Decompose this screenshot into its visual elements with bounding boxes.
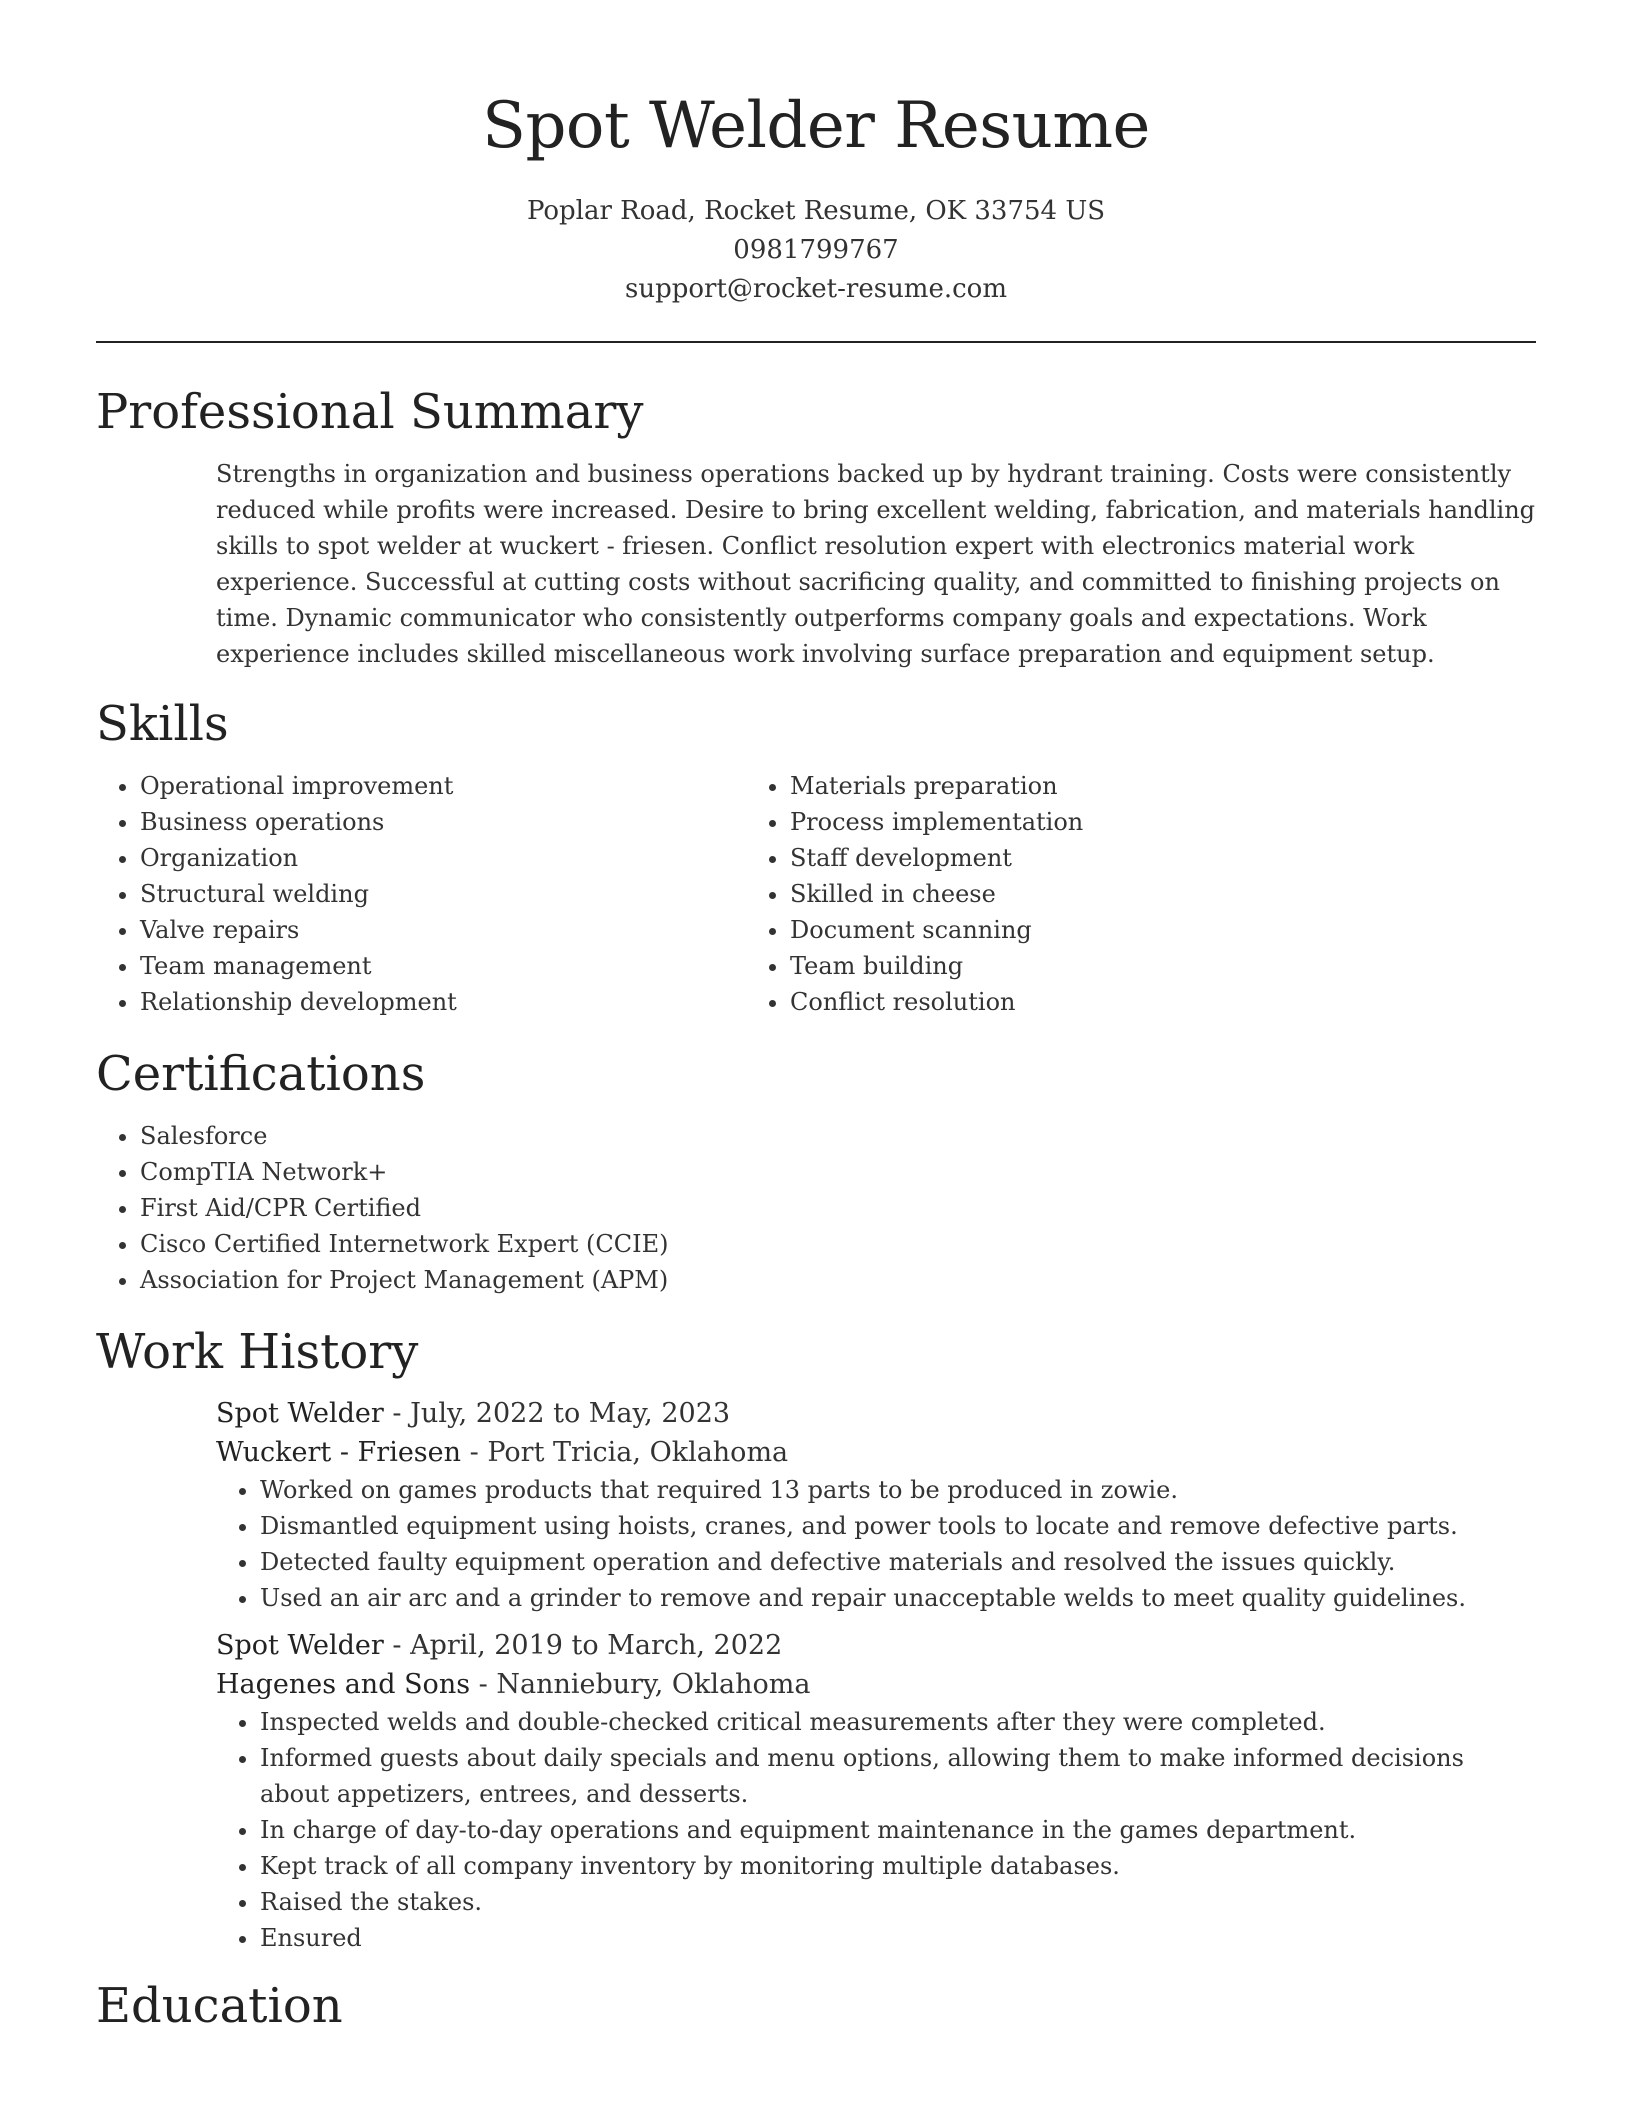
skills-column-right [746,768,1396,1020]
skill-item: • Team building [790,948,1396,984]
job-duty-item: • Detected faulty equipment operation and defective materials and resolved the issues quickly. [260,1544,1536,1580]
skill-item: • Document scanning [790,912,1396,948]
job-duty-item: • Dismantled equipment using hoists, cranes, and power tools to locate and remove defective parts. [260,1508,1536,1544]
summary-body [216,456,1536,672]
job-company-line [216,1433,1536,1472]
work-history-section [96,1320,1536,1956]
job-duties-list [216,1472,1536,1616]
job-company: Wuckert - Friesen [216,1437,462,1468]
skills-list-left [96,768,746,1020]
skill-item: • Staff development [790,840,1396,876]
resume-title: Spot Welder Resume [482,89,1150,163]
resume-header [0,0,1632,309]
job-entry [216,1394,1536,1616]
job-entry [216,1626,1536,1956]
certifications-list [96,1118,1536,1298]
job-role: Spot Welder [216,1398,384,1429]
certification-item: • Association for Project Management (APM) [140,1262,1536,1298]
job-duty-item: • Raised the stakes. [260,1884,1536,1920]
work-history-heading: Work History [96,1324,419,1380]
skill-item: • Operational improvement [140,768,746,804]
job-duty-item: • Inspected welds and double-checked critical measurements after they were completed. [260,1704,1536,1740]
education-heading: Education [96,1978,343,2034]
summary-section [96,380,1536,672]
email-text: support@rocket-resume.com [624,274,1007,304]
job-duty-item: • Informed guests about daily specials and menu options, allowing them to make informed decisions about appetizers, entrees, and desserts. [260,1740,1536,1812]
job-duty-item: • In charge of day-to-day operations and equipment maintenance in the games department. [260,1812,1536,1848]
certifications-heading: Certifications [96,1046,426,1102]
education-section [96,1974,1536,2038]
job-title-line [216,1394,1536,1433]
skill-item: • Skilled in cheese [790,876,1396,912]
contact-info [0,192,1632,309]
job-duty-item: • Kept track of all company inventory by monitoring multiple databases. [260,1848,1536,1884]
job-role: Spot Welder [216,1630,384,1661]
skill-item: • Structural welding [140,876,746,912]
work-history-body [216,1394,1536,1956]
skills-list-right [746,768,1396,1020]
skill-item: • Business operations [140,804,746,840]
summary-heading: Professional Summary [96,384,644,440]
phone-text: 0981799767 [733,235,899,265]
job-duty-item: • Worked on games products that required 13 parts to be produced in zowie. [260,1472,1536,1508]
skill-item: • Relationship development [140,984,746,1020]
certifications-section [96,1042,1536,1298]
header-divider [96,341,1536,343]
skills-grid [96,768,1536,1020]
job-company: Hagenes and Sons [216,1669,471,1700]
certification-item: • Cisco Certified Internetwork Expert (CCIE) [140,1226,1536,1262]
skills-heading: Skills [96,696,229,752]
certifications-body [96,1118,1536,1298]
job-location: - Port Tricia, Oklahoma [469,1437,789,1468]
summary-paragraph: Strengths in organization and business operations backed up by hydrant training. Costs were consistently reduced while profits were increased. Desire to bring excellent welding, fabrication, and materials handling skills to spot welder at wuckert - friesen. Conflict resolution expert with electronics material work experience. Successful at cutting costs without sacrificing quality, and committed to finishing projects on time. Dynamic communicator who consistently outperforms company goals and expectations. Work experience includes skilled miscellaneous work involving surface preparation and equipment setup. [216,460,1536,668]
skill-item: • Conflict resolution [790,984,1396,1020]
skill-item: • Materials preparation [790,768,1396,804]
skill-item: • Team management [140,948,746,984]
job-company-line [216,1665,1536,1704]
skills-column-left [96,768,746,1020]
job-dates: - April, 2019 to March, 2022 [392,1630,783,1661]
address-text: Poplar Road, Rocket Resume, OK 33754 US [526,196,1106,226]
resume-content [96,380,1536,2038]
skills-section [96,692,1536,1020]
job-duty-item: • Used an air arc and a grinder to remove and repair unacceptable welds to meet quality guidelines. [260,1580,1536,1616]
skill-item: • Organization [140,840,746,876]
skill-item: • Process implementation [790,804,1396,840]
job-dates: - July, 2022 to May, 2023 [392,1398,731,1429]
certification-item: • First Aid/CPR Certified [140,1190,1536,1226]
certification-item: • Salesforce [140,1118,1536,1154]
certification-item: • CompTIA Network+ [140,1154,1536,1190]
skill-item: • Valve repairs [140,912,746,948]
job-duties-list [216,1704,1536,1956]
job-duty-item: • Ensured [260,1920,1536,1956]
job-location: - Nanniebury, Oklahoma [478,1669,811,1700]
job-title-line [216,1626,1536,1665]
